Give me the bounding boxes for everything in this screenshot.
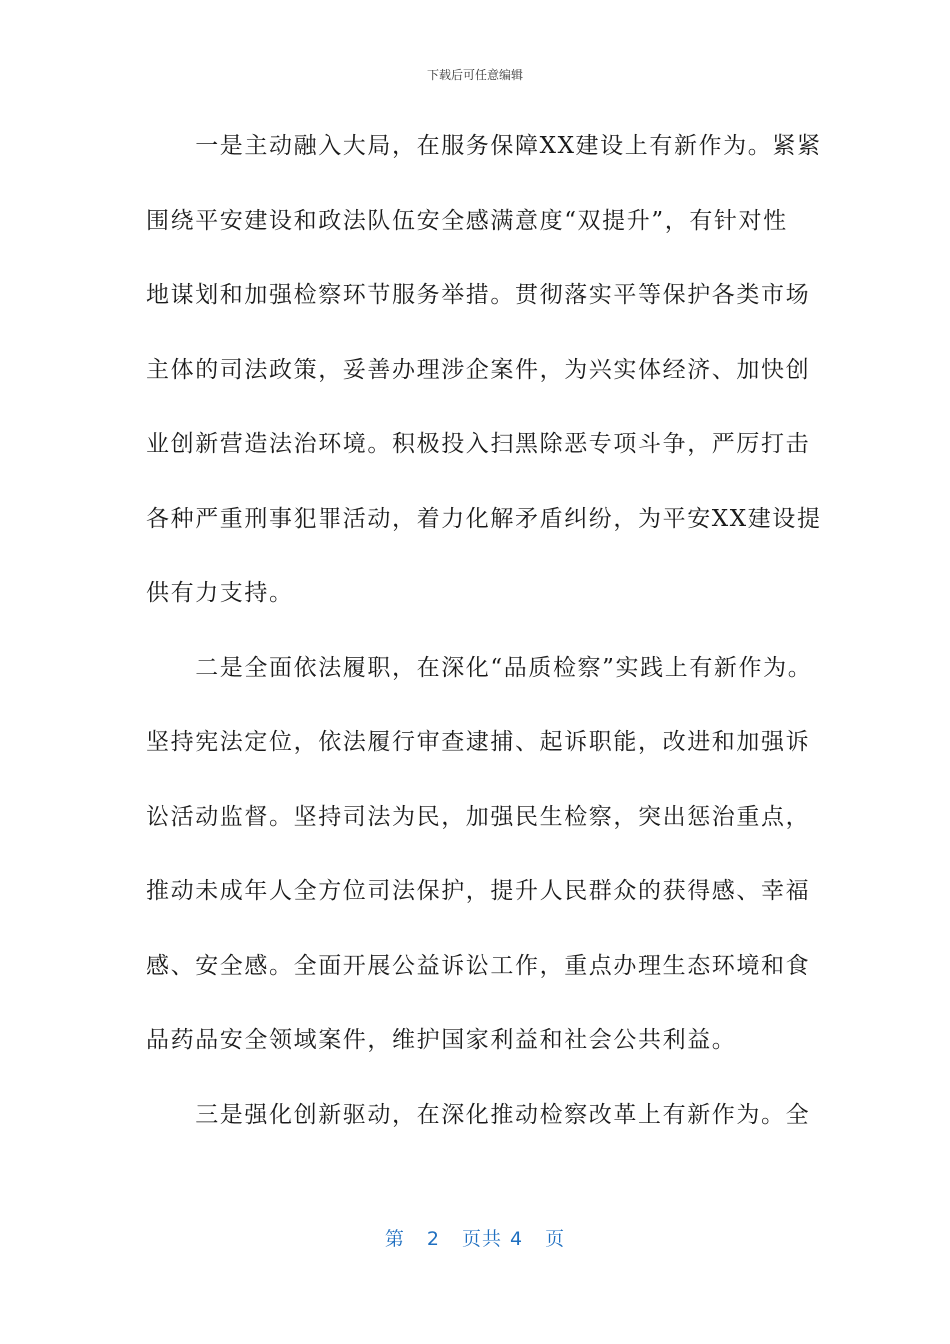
text-line: 围绕平安建设和政法队伍安全感满意度“双提升”，有针对性 — [146, 207, 788, 234]
text-line: 感、安全感。全面开展公益诉讼工作，重点办理生态环境和食 — [146, 952, 811, 979]
text-line: 坚持宪法定位，依法履行审查逮捕、起诉职能，改进和加强诉 — [146, 729, 811, 755]
document-body — [146, 120, 822, 1163]
text-line: 地谋划和加强检察环节服务举措。贯彻落实平等保护各类市场 — [146, 282, 811, 308]
text-line: 推动未成年人全方位司法保护，提升人民群众的获得感、幸福 — [146, 878, 811, 904]
current-page-number: 2 — [426, 1228, 440, 1250]
text-line: 一是主动融入大局，在服务保障XX建设上有新作为。紧紧 — [146, 133, 822, 159]
text-line: 品药品安全领域案件，维护国家利益和社会公共利益。 — [146, 1027, 737, 1053]
header-note: 下载后可任意编辑 — [426, 68, 523, 82]
footer-middle: 页共 — [461, 1228, 502, 1250]
footer-prefix: 第 — [384, 1228, 405, 1250]
text-line: 三是强化创新驱动，在深化推动检察改革上有新作为。全 — [146, 1101, 811, 1128]
text-line: 供有力支持。 — [146, 580, 294, 606]
text-line: 业创新营造法治环境。积极投入扫黑除恶专项斗争，严厉打击 — [146, 431, 811, 457]
total-page-number: 4 — [510, 1228, 524, 1250]
page-number-footer — [0, 1224, 950, 1251]
footer-suffix: 页 — [545, 1228, 566, 1250]
text-line: 二是全面依法履职，在深化“品质检察”实践上有新作为。 — [146, 654, 813, 681]
text-line: 各种严重刑事犯罪活动，着力化解矛盾纠纷，为平安XX建设提 — [146, 505, 822, 532]
text-line: 主体的司法政策，妥善办理涉企案件，为兴实体经济、加快创 — [146, 356, 811, 383]
text-line: 讼活动监督。坚持司法为民，加强民生检察，突出惩治重点， — [146, 803, 811, 830]
